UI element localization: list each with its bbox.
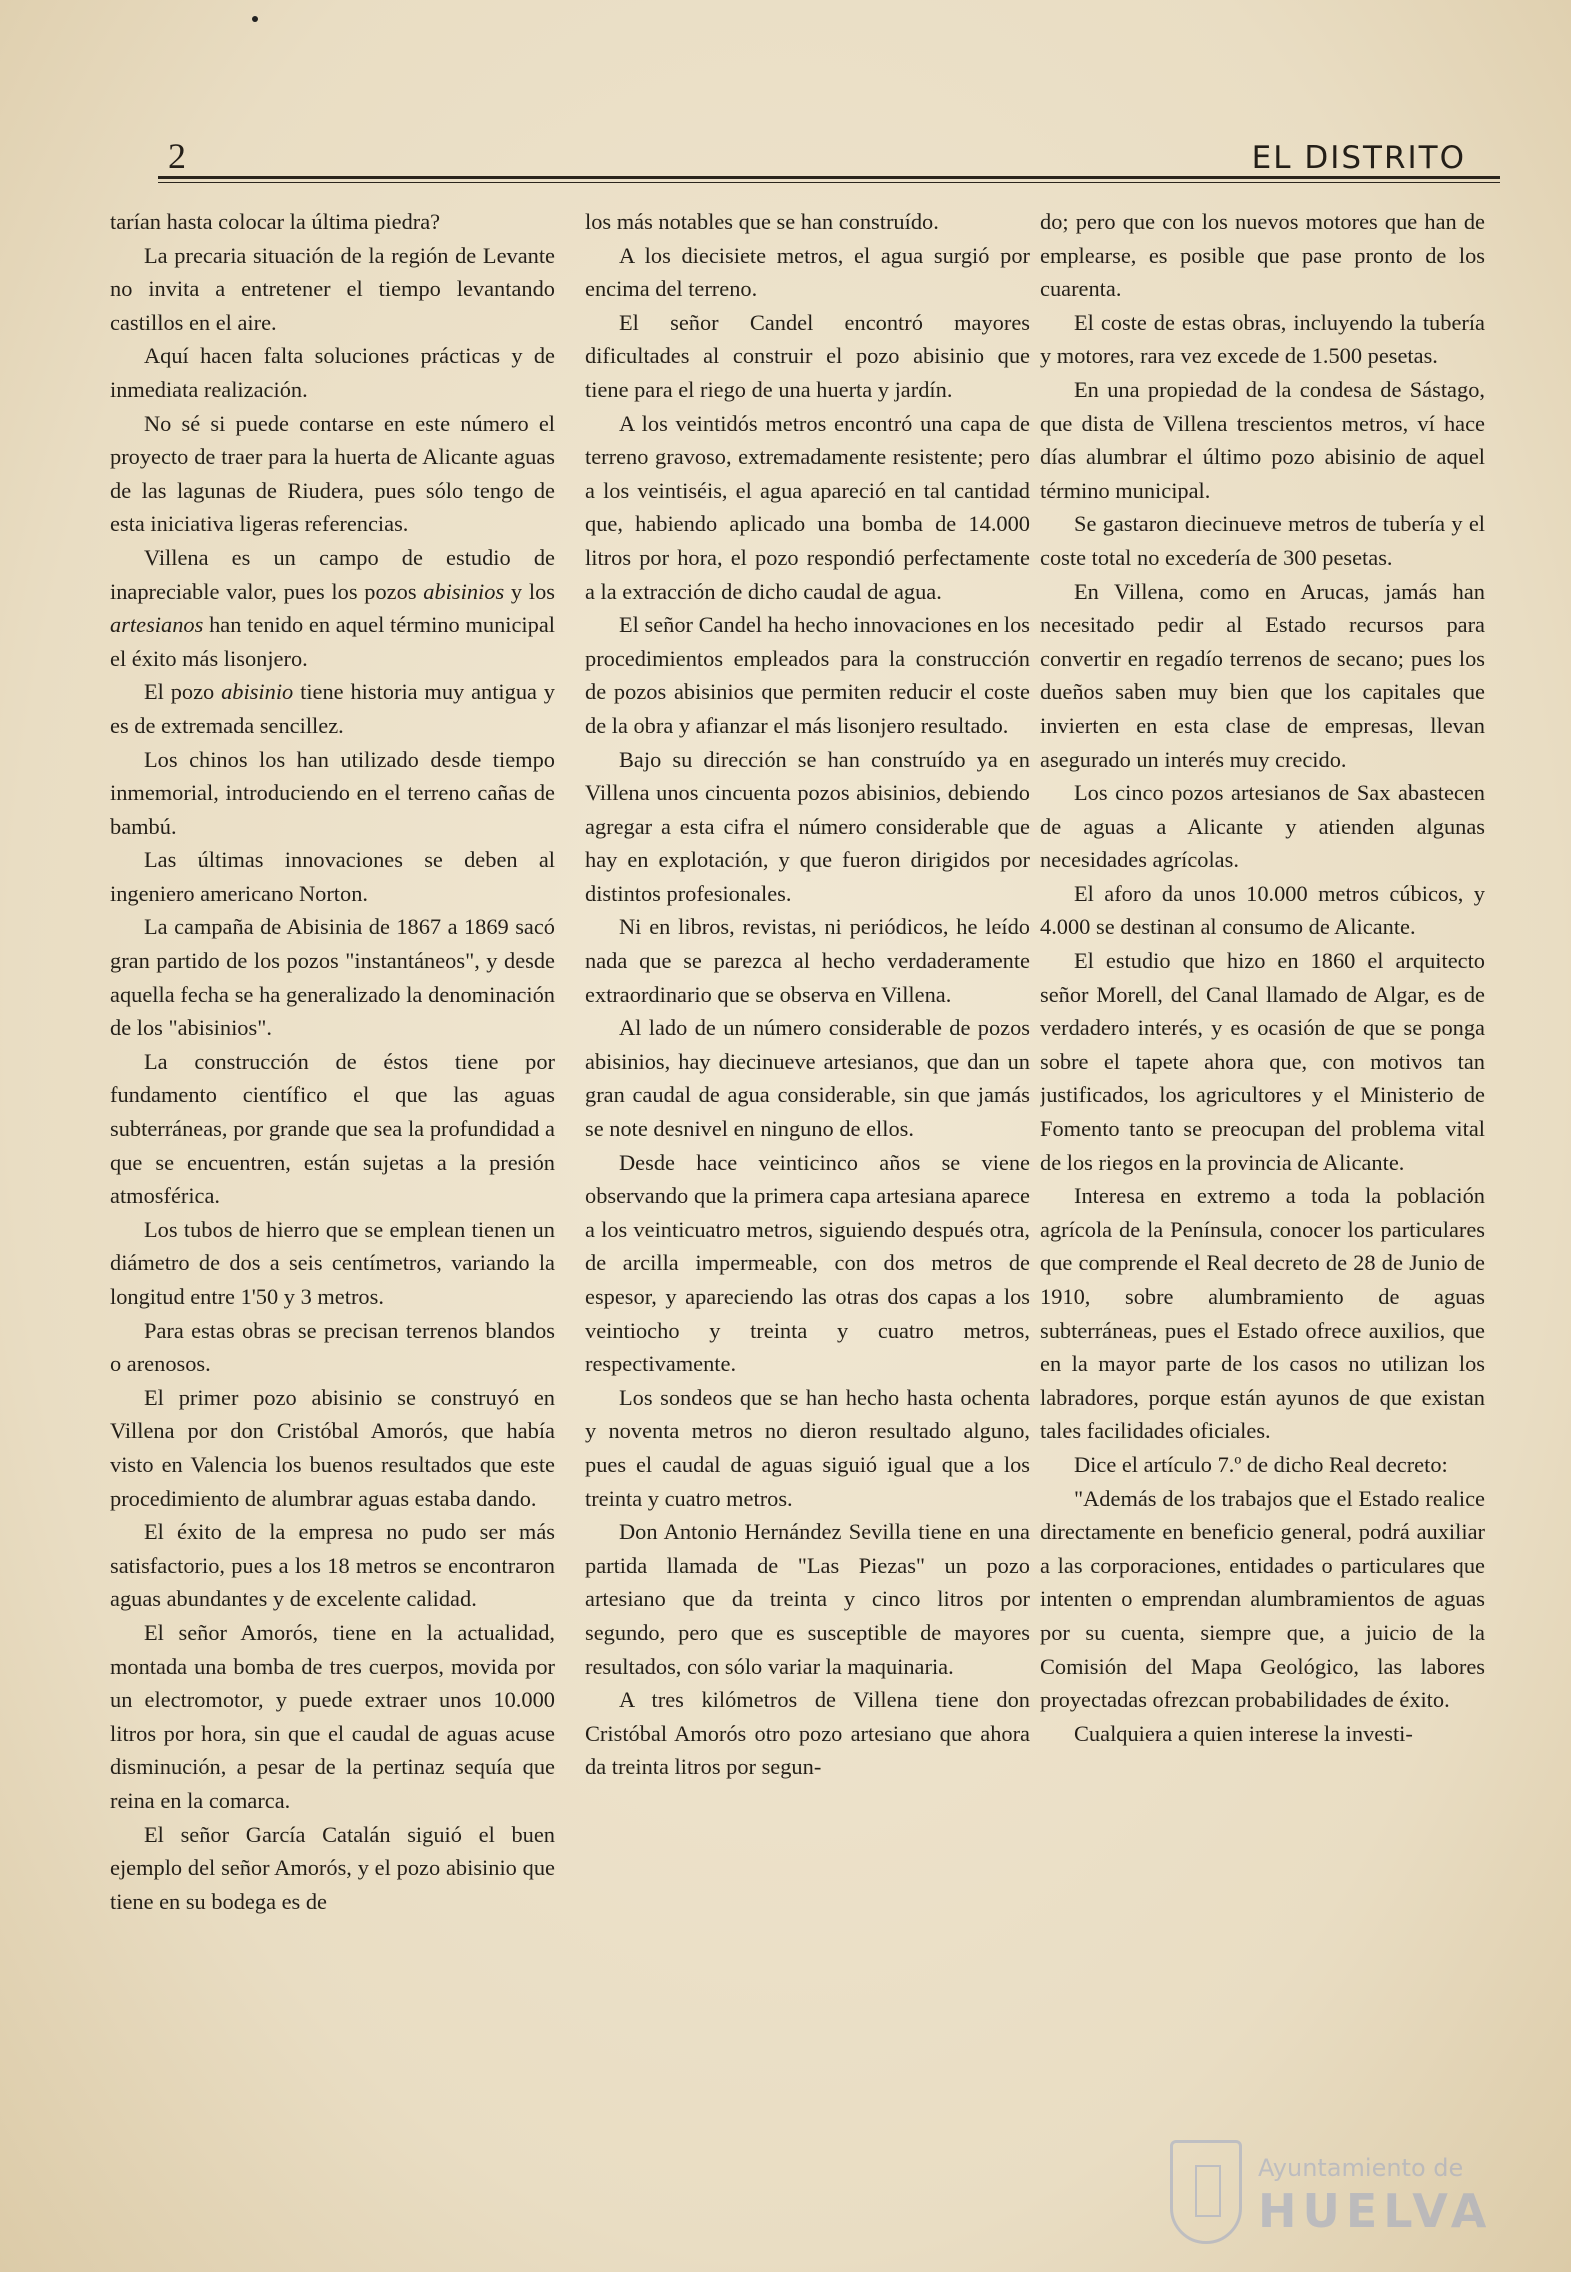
paragraph: "Además de los trabajos que el Estado realice directamente en beneficio general, podrá auxiliar a las corporaciones, entidades o particulares que intenten o emprendan alumbramientos de aguas por su cuenta, siempre que, a juicio de la Comisión del Mapa Geológico, las labores proyectadas ofrezcan probabilidades de éxito.	[1040, 1485, 1485, 1713]
paragraph: El coste de estas obras, incluyendo la tubería y motores, rara vez excede de 1.500 pesetas.	[1040, 309, 1485, 369]
column-1	[110, 205, 555, 2135]
page-header	[160, 138, 1502, 174]
article-columns	[110, 205, 1505, 2135]
paragraph: Las últimas innovaciones se deben al ingeniero americano Norton.	[110, 847, 555, 906]
paragraph: Los chinos los han utilizado desde tiempo inmemorial, introduciendo en el terreno cañas de bambú.	[110, 746, 555, 839]
paragraph: El señor Candel ha hecho innovaciones en los procedimientos empleados para la construcción de pozos abisinios que permiten reducir el coste de la obra y afianzar el más lisonjero resultado.	[585, 612, 1030, 738]
paragraph: Los cinco pozos artesianos de Sax abastecen de aguas a Alicante y atienden algunas necesidades agrícolas.	[1040, 780, 1485, 873]
archive-watermark	[1170, 2140, 1510, 2250]
column-3	[1040, 205, 1485, 2135]
paragraph: do; pero que con los nuevos motores que han de emplearse, es posible que pase pronto de los cuarenta.	[1040, 209, 1485, 302]
paragraph: El señor García Catalán siguió el buen ejemplo del señor Amorós, y el pozo abisinio que tiene en su bodega es de	[110, 1821, 555, 1914]
page-number: 2	[168, 136, 186, 176]
paragraph: Los tubos de hierro que se emplean tienen un diámetro de dos a seis centímetros, variando la longitud entre 1'50 y 3 metros.	[110, 1216, 555, 1309]
paragraph: La precaria situación de la región de Levante no invita a entretener el tiempo levantando castillos en el aire.	[110, 242, 555, 335]
paragraph: Don Antonio Hernández Sevilla tiene en una partida llamada de "Las Piezas" un pozo artesiano que da treinta y cinco litros por segundo, pero que es susceptible de mayores resultados, con sólo variar la maquinaria.	[585, 1519, 1030, 1679]
column-2	[585, 205, 1030, 2135]
paragraph: Los sondeos que se han hecho hasta ochenta y noventa metros no dieron resultado alguno, pues el caudal de aguas siguió igual que a los treinta y cuatro metros.	[585, 1384, 1030, 1511]
paragraph: No sé si puede contarse en este número el proyecto de traer para la huerta de Alicante aguas de las lagunas de Riudera, pues sólo tengo de esta iniciativa ligeras referencias.	[110, 410, 555, 537]
watermark-name: Ayuntamiento de	[1258, 2154, 1464, 2182]
paragraph: Interesa en extremo a toda la población agrícola de la Península, conocer los particulares que comprende el Real decreto de 28 de Junio de 1910, sobre alumbramiento de aguas subterráneas, pues el Estado ofrece auxilios, que en la mayor parte de los casos no utilizan los labradores, porque están ayunos de que existan tales facilidades oficiales.	[1040, 1183, 1485, 1444]
paragraph: Bajo su dirección se han construído ya en Villena unos cincuenta pozos abisinios, debiendo agregar a esta cifra el número considerable que hay en explotación, y que fueron dirigidos por distintos profesionales.	[585, 746, 1030, 906]
paragraph: A tres kilómetros de Villena tiene don Cristóbal Amorós otro pozo artesiano que ahora da treinta litros por segun-	[585, 1687, 1030, 1780]
paragraph: En Villena, como en Arucas, jamás han necesitado pedir al Estado recursos para convertir en regadío terrenos de secano; pues los dueños saben muy bien que los capitales que invierten en esta clase de empresas, llevan asegurado un interés muy crecido.	[1040, 578, 1485, 772]
paragraph: El señor Amorós, tiene en la actualidad, montada una bomba de tres cuerpos, movida por un electromotor, y puede extraer unos 10.000 litros por hora, sin que el caudal de aguas acuse disminución, a pesar de la pertinaz sequía que reina en la comarca.	[110, 1619, 555, 1813]
paragraph: El pozo abisinio tiene historia muy antigua y es de extremada sencillez.	[110, 679, 555, 738]
paragraph: Al lado de un número considerable de pozos abisinios, hay diecinueve artesianos, que dan un gran caudal de agua considerable, sin que jamás se note desnivel en ninguno de ellos.	[585, 1015, 1030, 1142]
paragraph: Desde hace veinticinco años se viene observando que la primera capa artesiana aparece a los veinticuatro metros, siguiendo después otra, de arcilla impermeable, con dos metros de espesor, y apareciendo las otras dos capas a los veintiocho y treinta y cuatro metros, respectivamente.	[585, 1149, 1030, 1377]
ink-speck	[252, 16, 258, 22]
paragraph: El señor Candel encontró mayores dificultades al construir el pozo abisinio que tiene para el riego de una huerta y jardín.	[585, 309, 1030, 402]
paragraph: A los veintidós metros encontró una capa de terreno gravoso, extremadamente resistente; pero a los veintiséis, el agua apareció en tal cantidad que, habiendo aplicado una bomba de 14.000 litros por hora, el pozo respondió perfectamente a la extracción de dicho caudal de agua.	[585, 410, 1030, 604]
coat-of-arms-icon	[1170, 2140, 1242, 2244]
paragraph: Para estas obras se precisan terrenos blandos o arenosos.	[110, 1317, 555, 1377]
paragraph: El primer pozo abisinio se construyó en Villena por don Cristóbal Amorós, que había visto en Valencia los buenos resultados que este procedimiento de alumbrar aguas estaba dando.	[110, 1384, 555, 1511]
paragraph: La construcción de éstos tiene por fundamento científico el que las aguas subterráneas, por grande que sea la profundidad a que se encuentren, están sujetas a la presión atmosférica.	[110, 1048, 555, 1209]
paragraph: Se gastaron diecinueve metros de tubería y el coste total no excedería de 300 pesetas.	[1040, 511, 1485, 570]
paragraph: En una propiedad de la condesa de Sástago, que dista de Villena trescientos metros, ví hace días alumbrar el último pozo abisinio de aquel término municipal.	[1040, 376, 1485, 503]
paragraph: Cualquiera a quien interese la investi-	[1074, 1720, 1413, 1746]
header-rule-thick	[158, 176, 1500, 179]
paragraph: Ni en libros, revistas, ni periódicos, he leído nada que se parezca al hecho verdaderamente extraordinario que se observa en Villena.	[585, 914, 1030, 1007]
header-rule-thin	[158, 182, 1500, 183]
paragraph: Dice el artículo 7.º de dicho Real decreto:	[1074, 1451, 1448, 1477]
paragraph: El aforo da unos 10.000 metros cúbicos, y 4.000 se destinan al consumo de Alicante.	[1040, 880, 1485, 940]
paragraph: los más notables que se han construído.	[585, 209, 939, 234]
paragraph: El éxito de la empresa no pudo ser más satisfactorio, pues a los 18 metros se encontraron aguas abundantes y de excelente calidad.	[110, 1519, 555, 1612]
paragraph: tarían hasta colocar la última piedra?	[110, 209, 441, 234]
paragraph: El estudio que hizo en 1860 el arquitecto señor Morell, del Canal llamado de Algar, es de verdadero interés, y es ocasión de que se ponga sobre el tapete ahora que, con motivos tan justificados, los agricultores y el Ministerio de Fomento tanto se preocupan del problema vital de los riegos en la provincia de Alicante.	[1040, 948, 1485, 1175]
paragraph: La campaña de Abisinia de 1867 a 1869 sacó gran partido de los pozos "instantáneos", y desde aquella fecha se ha generalizado la denominación de los "abisinios".	[110, 914, 555, 1041]
newspaper-title: EL DISTRITO	[1251, 140, 1466, 176]
paragraph: Aquí hacen falta soluciones prácticas y de inmediata realización.	[110, 343, 555, 402]
paragraph: A los diecisiete metros, el agua surgió por encima del terreno.	[585, 242, 1030, 302]
paragraph: Villena es un campo de estudio de inapreciable valor, pues los pozos abisinios y los artesianos han tenido en aquel término municipal el éxito más lisonjero.	[110, 544, 555, 671]
watermark-city: HUELVA	[1258, 2184, 1493, 2238]
